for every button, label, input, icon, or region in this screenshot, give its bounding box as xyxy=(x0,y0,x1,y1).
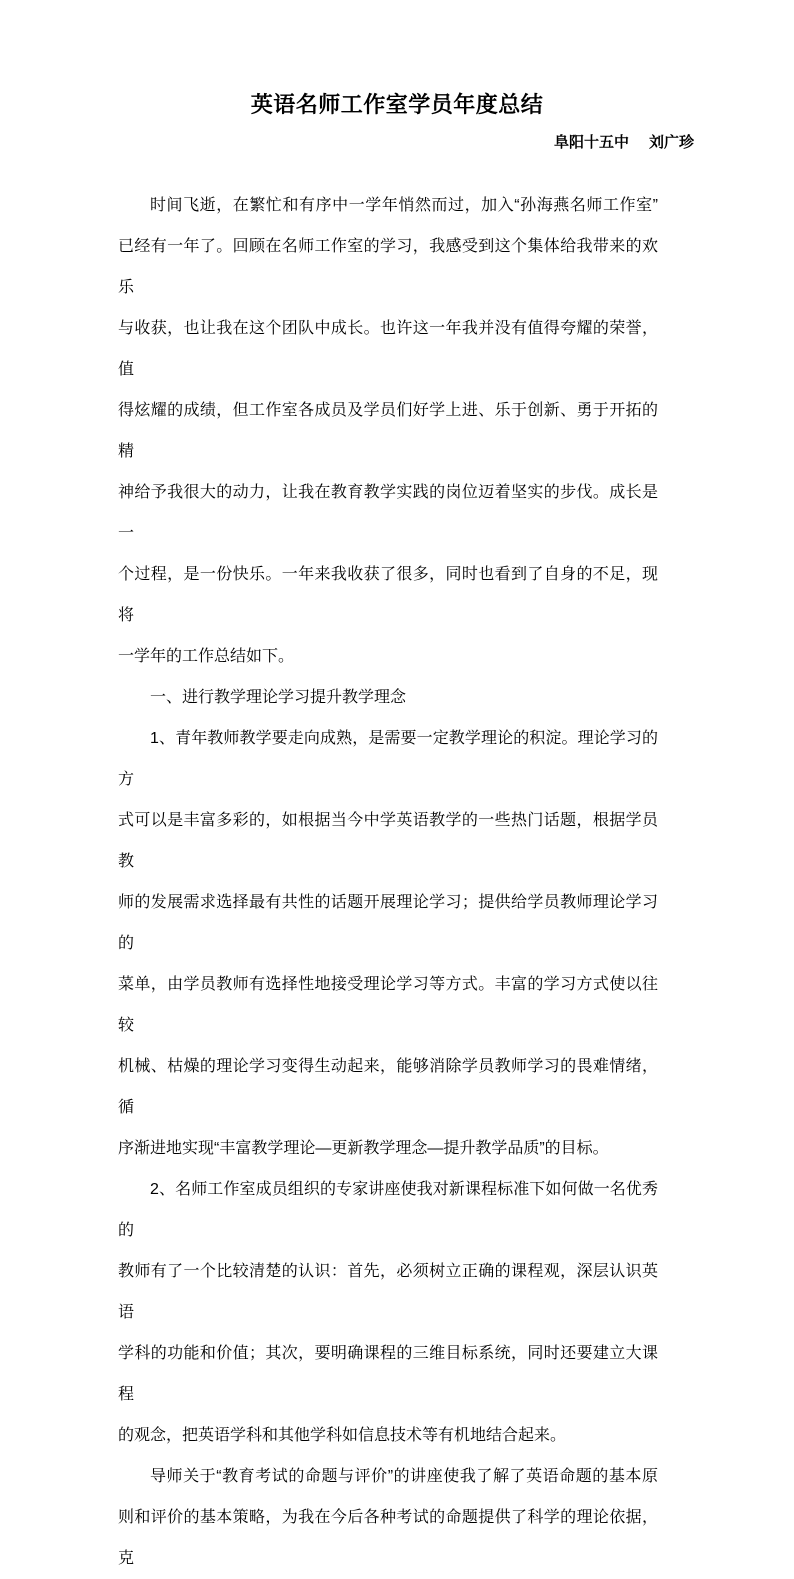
paragraph-line: 教师有了一个比较清楚的认识：首先，必须树立正确的课程观，深层认识英语 xyxy=(118,1263,658,1321)
paragraph-line: 导师关于“教育考试的命题与评价”的讲座使我了解了英语命题的基本原 xyxy=(150,1468,658,1485)
byline-school: 阜阳十五中 xyxy=(554,134,630,151)
byline-author: 刘广珍 xyxy=(649,134,695,151)
paragraph-line: 神给予我很大的动力，让我在教育教学实践的岗位迈着坚实的步伐。成长是一 xyxy=(118,484,658,542)
paragraph-line: 得炫耀的成绩，但工作室各成员及学员们好学上进、乐于创新、勇于开拓的精 xyxy=(118,402,658,460)
paragraph-line: 1、青年教师教学要走向成熟，是需要一定教学理论的积淀。理论学习的方 xyxy=(118,730,658,788)
paragraph-line: 则和评价的基本策略，为我在今后各种考试的命题提供了科学的理论依据，克 xyxy=(118,1509,658,1567)
paragraph-line: 序渐进地实现“丰富教学理论—更新教学理念—提升教学品质”的目标。 xyxy=(118,1140,609,1157)
paragraph-line: 与收获，也让我在这个团队中成长。也许这一年我并没有值得夸耀的荣誉，值 xyxy=(118,320,658,378)
paragraph-line: 时间飞逝，在繁忙和有序中一学年悄然而过，加入“孙海燕名师工作室” xyxy=(150,197,658,214)
paragraph-line: 2、名师工作室成员组织的专家讲座使我对新课程标准下如何做一名优秀的 xyxy=(118,1181,658,1239)
paragraph-line: 的观念，把英语学科和其他学科如信息技术等有机地结合起来。 xyxy=(118,1427,567,1444)
paragraph-line: 一学年的工作总结如下。 xyxy=(118,648,295,665)
paragraph-line: 已经有一年了。回顾在名师工作室的学习，我感受到这个集体给我带来的欢乐 xyxy=(118,238,658,296)
paragraph-line: 个过程，是一份快乐。一年来我收获了很多，同时也看到了自身的不足，现将 xyxy=(118,566,658,624)
paragraph-line: 机械、枯燥的理论学习变得生动起来，能够消除学员教师学习的畏难情绪，循 xyxy=(118,1058,658,1116)
paragraph-line: 式可以是丰富多彩的，如根据当今中学英语教学的一些热门话题，根据学员教 xyxy=(118,812,658,870)
paragraph-line: 师的发展需求选择最有共性的话题开展理论学习；提供给学员教师理论学习的 xyxy=(118,894,658,952)
document-body xyxy=(118,185,658,1579)
section-heading: 一、进行教学理论学习提升教学理念 xyxy=(150,689,407,706)
paragraph-line: 菜单，由学员教师有选择性地接受理论学习等方式。丰富的学习方式使以往较 xyxy=(118,976,658,1034)
document-title: 英语名师工作室学员年度总结 xyxy=(250,92,544,117)
byline xyxy=(554,131,694,155)
paragraph-line: 学科的功能和价值；其次，要明确课程的三维目标系统，同时还要建立大课程 xyxy=(118,1345,658,1403)
